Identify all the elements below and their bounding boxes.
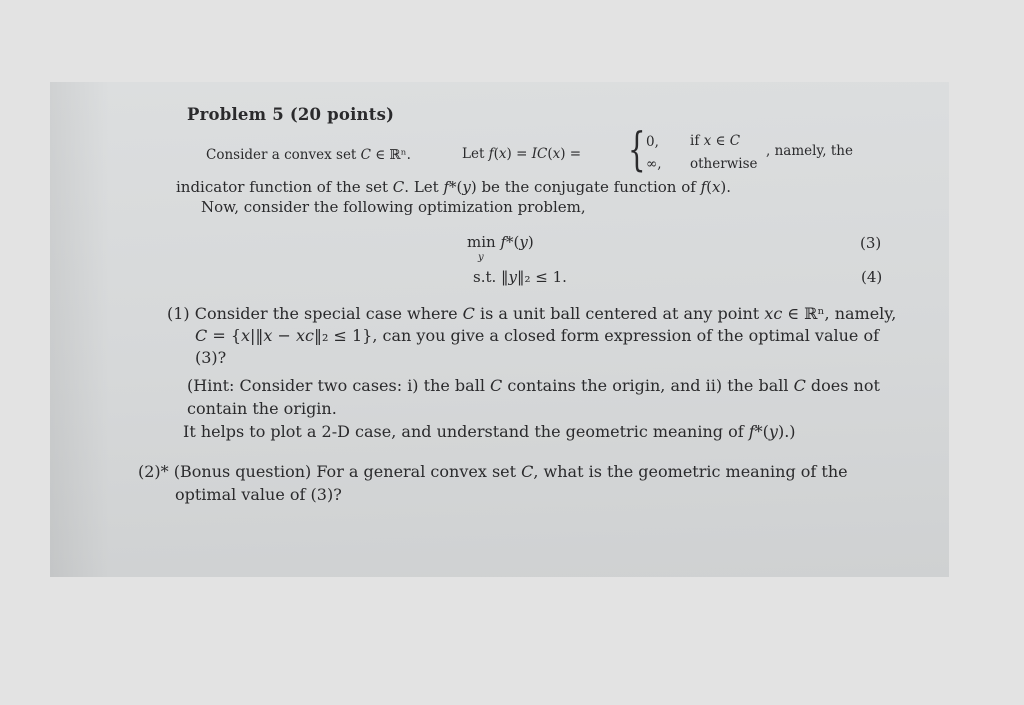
problem-title: Problem 5 (20 points) [187, 105, 395, 124]
equation-number-3: (3) [860, 234, 882, 252]
hint-line-3: It helps to plot a 2-D case, and understand the geometric meaning of 𝑓*(𝑦).) [183, 422, 796, 441]
objective: min 𝑓*(𝑦) [467, 233, 534, 251]
intro-text-a: Consider a convex set 𝐶 ∈ ℝⁿ. [206, 147, 411, 163]
intro-line-3: Now, consider the following optimization problem, [201, 198, 586, 216]
case1-value: 0, [646, 134, 659, 150]
case1-condition: if 𝑥 ∈ 𝐶 [690, 133, 741, 149]
part1-line-3: (3)? [195, 348, 227, 367]
objective-subscript: 𝑦 [478, 252, 484, 263]
part2-line-2: optimal value of (3)? [175, 485, 342, 504]
hint-line-1: (Hint: Consider two cases: i) the ball 𝐶 contains the origin, and ii) the ball 𝐶 does not [187, 376, 880, 395]
problem-photo [50, 82, 949, 577]
case2-value: ∞, [646, 156, 662, 172]
intro-line-2: indicator function of the set 𝐶. Let 𝑓*(𝑦) be the conjugate function of 𝑓(𝑥). [176, 178, 732, 196]
part2-line-1: (2)* (Bonus question) For a general convex set 𝐶, what is the geometric meaning of the [138, 462, 848, 481]
intro-text-c: , namely, the [766, 143, 853, 159]
left-brace: { [628, 122, 646, 176]
intro-text-b: Let 𝑓(𝑥) = 𝐼𝐶(𝑥) = [462, 146, 582, 162]
part1-line-1: (1) Consider the special case where 𝐶 is a unit ball centered at any point 𝑥𝑐 ∈ ℝⁿ, namely, [167, 304, 897, 323]
equation-number-4: (4) [861, 268, 883, 286]
hint-line-2: contain the origin. [187, 399, 337, 418]
constraint: s.t. ‖𝑦‖₂ ≤ 1. [473, 268, 567, 286]
case2-condition: otherwise [690, 156, 758, 172]
part1-line-2: 𝐶 = {𝑥|‖𝑥 − 𝑥𝑐‖₂ ≤ 1}, can you give a closed form expression of the optimal value of [195, 326, 880, 345]
